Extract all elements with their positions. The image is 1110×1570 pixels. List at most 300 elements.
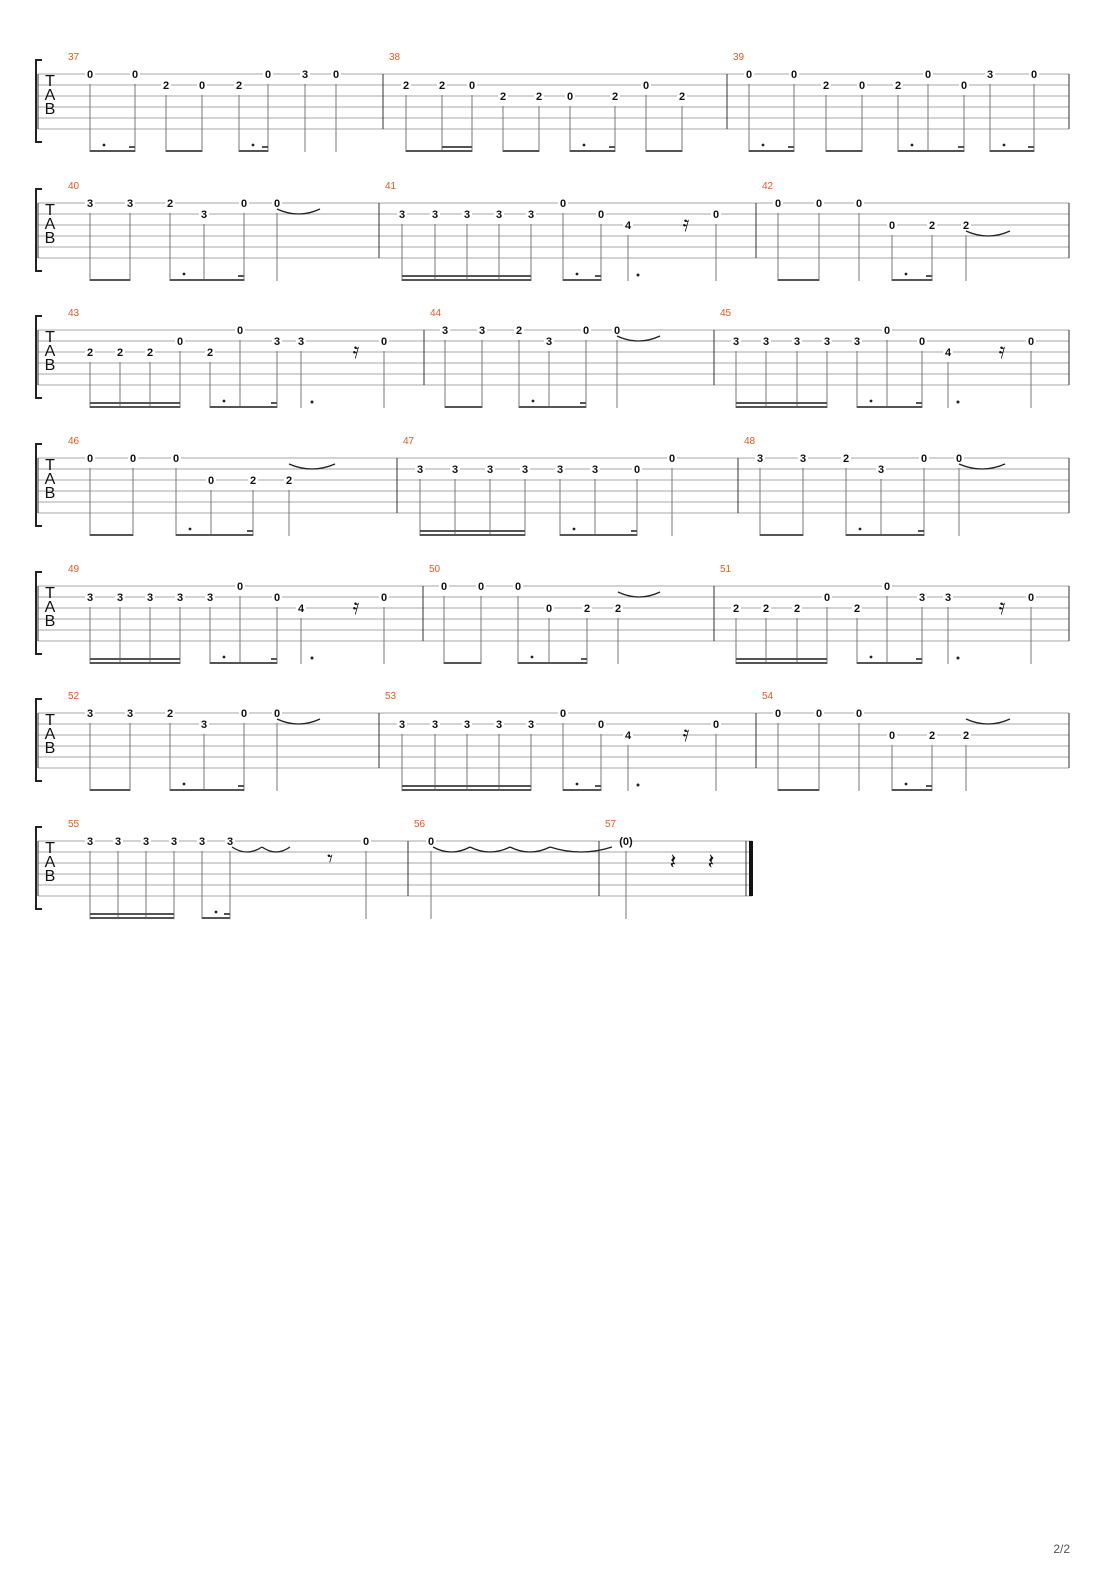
measure-number: 38 xyxy=(389,52,401,63)
fret-number: 2 xyxy=(249,475,257,487)
beam-partial xyxy=(595,785,601,787)
fret-number: 3 xyxy=(170,836,178,848)
beam-16th xyxy=(402,275,531,277)
beam xyxy=(570,150,615,152)
fret-number: 3 xyxy=(799,453,807,465)
measure-number: 55 xyxy=(68,819,80,830)
beam xyxy=(402,279,531,281)
tie-arc xyxy=(262,847,290,852)
beam xyxy=(749,150,794,152)
eighth-rest: 𝄾 xyxy=(327,847,333,872)
fret-number: 0 xyxy=(273,198,281,210)
fret-number: 0 xyxy=(86,453,94,465)
fret-number: 0 xyxy=(855,708,863,720)
sixteenth-rest: 𝄿 xyxy=(998,339,1006,364)
fret-number: 0 xyxy=(86,69,94,81)
beam-partial xyxy=(581,658,587,660)
dot xyxy=(905,273,908,276)
fret-number: 0 xyxy=(883,581,891,593)
fret-number: 0 xyxy=(236,581,244,593)
tab-clef-letter: T xyxy=(45,329,55,346)
measure-number: 45 xyxy=(720,308,732,319)
fret-number: 0 xyxy=(566,91,574,103)
beam-partial xyxy=(916,402,922,404)
fret-number: 0 xyxy=(633,464,641,476)
fret-number: 3 xyxy=(126,198,134,210)
dot xyxy=(637,274,640,277)
fret-number: 2 xyxy=(962,220,970,232)
fret-number: 3 xyxy=(944,592,952,604)
dot xyxy=(103,144,106,147)
fret-number: 3 xyxy=(527,719,535,731)
tie-arc xyxy=(232,847,262,852)
fret-number: 0 xyxy=(888,220,896,232)
fret-number: 0 xyxy=(712,719,720,731)
fret-number: 3 xyxy=(416,464,424,476)
beam xyxy=(563,279,601,281)
dot xyxy=(957,657,960,660)
fret-number: 4 xyxy=(624,730,632,742)
fret-number: 3 xyxy=(527,209,535,221)
fret-number: 0 xyxy=(815,708,823,720)
fret-number: 3 xyxy=(463,209,471,221)
fret-number: 2 xyxy=(162,80,170,92)
fret-number: 0 xyxy=(172,453,180,465)
dot xyxy=(183,783,186,786)
fret-number: 3 xyxy=(297,336,305,348)
system-bracket xyxy=(36,444,42,526)
tie-arc xyxy=(959,464,1005,469)
fret-number: 3 xyxy=(918,592,926,604)
fret-number: 3 xyxy=(86,592,94,604)
fret-number: 0 xyxy=(745,69,753,81)
measure-number: 52 xyxy=(68,691,80,702)
beam-partial xyxy=(129,146,135,148)
fret-number: 0 xyxy=(855,198,863,210)
fret-number: 2 xyxy=(535,91,543,103)
fret-number: 0 xyxy=(514,581,522,593)
beam-partial xyxy=(224,913,230,915)
fret-number: 3 xyxy=(441,325,449,337)
tie-arc xyxy=(966,719,1010,724)
beam xyxy=(90,534,133,536)
sixteenth-rest: 𝄿 xyxy=(998,595,1006,620)
beam xyxy=(736,662,827,664)
measure-number: 44 xyxy=(430,308,442,319)
system-bracket xyxy=(36,60,42,142)
beam xyxy=(176,534,253,536)
beam xyxy=(90,406,180,408)
measure-number: 37 xyxy=(68,52,80,63)
beam xyxy=(90,662,180,664)
beam-partial xyxy=(916,658,922,660)
beam-partial xyxy=(238,275,244,277)
beam xyxy=(90,150,135,152)
dot xyxy=(223,400,226,403)
tab-clef-letter: A xyxy=(44,471,56,488)
fret-number: 3 xyxy=(146,592,154,604)
beam xyxy=(518,662,587,664)
fret-number: 0 xyxy=(1027,592,1035,604)
fret-number: 2 xyxy=(515,325,523,337)
measure-number: 48 xyxy=(744,436,756,447)
beam xyxy=(166,150,202,152)
fret-number: 3 xyxy=(463,719,471,731)
fret-number: 0 xyxy=(131,69,139,81)
beam xyxy=(892,789,932,791)
dot xyxy=(311,657,314,660)
measure-number: 57 xyxy=(605,819,617,830)
dot xyxy=(576,783,579,786)
tab-clef-letter: B xyxy=(44,485,56,502)
fret-number: 0 xyxy=(582,325,590,337)
dot xyxy=(870,400,873,403)
system-bracket xyxy=(36,189,42,271)
sixteenth-rest: 𝄿 xyxy=(352,595,360,620)
fret-number: 3 xyxy=(793,336,801,348)
measure-number: 54 xyxy=(762,691,774,702)
tie-arc xyxy=(277,719,320,724)
fret-number: 2 xyxy=(116,347,124,359)
tab-clef-letter: B xyxy=(44,357,56,374)
fret-number: 2 xyxy=(962,730,970,742)
fret-number: 3 xyxy=(200,719,208,731)
beam-partial xyxy=(238,785,244,787)
beam-partial xyxy=(926,275,932,277)
tab-clef-letter: A xyxy=(44,854,56,871)
fret-number: 0 xyxy=(668,453,676,465)
beam xyxy=(406,150,472,152)
dot xyxy=(223,656,226,659)
measure-number: 50 xyxy=(429,564,441,575)
fret-number: 0 xyxy=(823,592,831,604)
tie-arc xyxy=(550,847,612,852)
fret-number: 0 xyxy=(858,80,866,92)
fret-number: 2 xyxy=(285,475,293,487)
beam xyxy=(420,534,525,536)
fret-number: 2 xyxy=(438,80,446,92)
fret-number: 0 xyxy=(264,69,272,81)
fret-number: 2 xyxy=(678,91,686,103)
beam-16th xyxy=(90,658,180,660)
measure-number: 46 xyxy=(68,436,80,447)
beam-partial xyxy=(262,146,268,148)
tab-clef-letter: T xyxy=(45,840,55,857)
beam-partial xyxy=(271,402,277,404)
fret-number: 3 xyxy=(86,708,94,720)
sixteenth-rest: 𝄿 xyxy=(352,339,360,364)
fret-number: 2 xyxy=(402,80,410,92)
fret-number: 3 xyxy=(478,325,486,337)
measure-number: 49 xyxy=(68,564,80,575)
fret-number: 0 xyxy=(815,198,823,210)
tie-arc xyxy=(618,592,660,597)
fret-number: 2 xyxy=(762,603,770,615)
beam-partial xyxy=(247,530,253,532)
tab-clef-letter: A xyxy=(44,599,56,616)
measure-number: 56 xyxy=(414,819,426,830)
fret-number: 0 xyxy=(240,198,248,210)
fret-number: 0 xyxy=(332,69,340,81)
tab-clef-letter: T xyxy=(45,73,55,90)
fret-number: 3 xyxy=(301,69,309,81)
dot xyxy=(576,273,579,276)
beam xyxy=(898,150,964,152)
fret-number: 3 xyxy=(398,209,406,221)
fret-number: 4 xyxy=(624,220,632,232)
beam xyxy=(826,150,862,152)
beam-partial xyxy=(958,146,964,148)
fret-number: 0 xyxy=(240,708,248,720)
fret-number: 0 xyxy=(642,80,650,92)
dot xyxy=(215,911,218,914)
tie-arc xyxy=(966,231,1010,236)
fret-number: 3 xyxy=(398,719,406,731)
beam-16th xyxy=(442,146,472,148)
sixteenth-rest: 𝄿 xyxy=(682,722,690,747)
beam xyxy=(736,406,827,408)
fret-number: 0 xyxy=(1030,69,1038,81)
beam xyxy=(90,789,130,791)
fret-number: 0 xyxy=(559,708,567,720)
fret-number: 3 xyxy=(986,69,994,81)
beam-16th xyxy=(420,530,525,532)
fret-number: 0 xyxy=(468,80,476,92)
beam-16th xyxy=(736,658,827,660)
beam xyxy=(239,150,268,152)
fret-number: 0 xyxy=(1027,336,1035,348)
fret-number: 0 xyxy=(545,603,553,615)
fret-number: 0 xyxy=(790,69,798,81)
fret-number: 0 xyxy=(273,592,281,604)
fret-number: 0 xyxy=(924,69,932,81)
beam xyxy=(402,789,531,791)
fret-number: 3 xyxy=(732,336,740,348)
measure-number: 53 xyxy=(385,691,397,702)
fret-number: 0 xyxy=(597,719,605,731)
tie-arc xyxy=(617,336,660,341)
fret-number: 0 xyxy=(207,475,215,487)
fret-number: 2 xyxy=(86,347,94,359)
fret-number: 3 xyxy=(200,209,208,221)
quarter-rest: 𝄽 xyxy=(669,850,677,875)
dot xyxy=(583,144,586,147)
fret-number: 3 xyxy=(114,836,122,848)
tab-clef-letter: T xyxy=(45,712,55,729)
beam xyxy=(857,662,922,664)
fret-number: 0 xyxy=(198,80,206,92)
fret-number: 2 xyxy=(894,80,902,92)
beam xyxy=(560,534,637,536)
final-bar-thick xyxy=(749,841,753,896)
tab-clef-letter: B xyxy=(44,868,56,885)
fret-number: 3 xyxy=(116,592,124,604)
fret-number: 3 xyxy=(86,198,94,210)
beam xyxy=(892,279,932,281)
fret-number: 2 xyxy=(614,603,622,615)
fret-number: 3 xyxy=(86,836,94,848)
measure-number: 40 xyxy=(68,181,80,192)
fret-number: 0 xyxy=(440,581,448,593)
dot xyxy=(183,273,186,276)
fret-number: 0 xyxy=(129,453,137,465)
beam-partial xyxy=(788,146,794,148)
beam xyxy=(210,662,277,664)
fret-number: 2 xyxy=(611,91,619,103)
fret-number: 2 xyxy=(206,347,214,359)
beam xyxy=(210,406,277,408)
beam xyxy=(90,917,174,919)
beam-16th xyxy=(90,913,174,915)
beam xyxy=(778,279,819,281)
fret-number: 0 xyxy=(559,198,567,210)
dot xyxy=(911,144,914,147)
fret-number: 0 xyxy=(362,836,370,848)
fret-number: 3 xyxy=(431,209,439,221)
beam xyxy=(202,917,230,919)
measure-number: 39 xyxy=(733,52,745,63)
fret-number: 0 xyxy=(712,209,720,221)
fret-number: 0 xyxy=(888,730,896,742)
beam xyxy=(857,406,922,408)
fret-number: 2 xyxy=(235,80,243,92)
fret-number: 3 xyxy=(126,708,134,720)
fret-number: 3 xyxy=(877,464,885,476)
fret-number: 0 xyxy=(883,325,891,337)
dot xyxy=(532,400,535,403)
fret-number: 2 xyxy=(732,603,740,615)
fret-number: 0 xyxy=(597,209,605,221)
measure-number: 41 xyxy=(385,181,397,192)
tie-arc xyxy=(289,464,335,469)
fret-number: 0 xyxy=(920,453,928,465)
fret-number: 2 xyxy=(822,80,830,92)
beam-partial xyxy=(918,530,924,532)
tie-arc xyxy=(470,847,510,852)
beam xyxy=(760,534,803,536)
beam-partial xyxy=(1028,146,1034,148)
beam-partial xyxy=(271,658,277,660)
fret-number: 0 xyxy=(477,581,485,593)
tab-clef-letter: T xyxy=(45,202,55,219)
fret-number: 2 xyxy=(166,198,174,210)
fret-number: 2 xyxy=(842,453,850,465)
tab-clef-letter: A xyxy=(44,343,56,360)
dot xyxy=(637,784,640,787)
beam xyxy=(170,279,244,281)
beam xyxy=(90,279,130,281)
tie-arc xyxy=(510,847,550,852)
tab-clef-letter: B xyxy=(44,230,56,247)
sixteenth-rest: 𝄿 xyxy=(682,212,690,237)
fret-number: 2 xyxy=(583,603,591,615)
fret-number: 3 xyxy=(273,336,281,348)
fret-number: 3 xyxy=(206,592,214,604)
system-bracket xyxy=(36,827,42,909)
tie-arc xyxy=(277,209,320,214)
tab-clef-letter: A xyxy=(44,87,56,104)
fret-number: 2 xyxy=(166,708,174,720)
fret-number: 0 xyxy=(774,708,782,720)
beam xyxy=(503,150,539,152)
dot xyxy=(1003,144,1006,147)
beam xyxy=(846,534,924,536)
fret-number: 2 xyxy=(928,730,936,742)
fret-number: 3 xyxy=(495,719,503,731)
beam xyxy=(990,150,1034,152)
fret-number: 0 xyxy=(960,80,968,92)
tie-arc xyxy=(433,847,470,852)
beam-partial xyxy=(580,402,586,404)
tab-clef-letter: B xyxy=(44,613,56,630)
fret-number: 0 xyxy=(918,336,926,348)
dot xyxy=(311,401,314,404)
tab-clef-letter: A xyxy=(44,216,56,233)
dot xyxy=(870,656,873,659)
dot xyxy=(957,401,960,404)
beam xyxy=(445,406,482,408)
fret-number: 2 xyxy=(146,347,154,359)
system-bracket xyxy=(36,699,42,781)
fret-number: 3 xyxy=(521,464,529,476)
fret-number: 0 xyxy=(613,325,621,337)
beam-16th xyxy=(736,402,827,404)
beam xyxy=(778,789,819,791)
beam xyxy=(563,789,601,791)
quarter-rest: 𝄽 xyxy=(707,850,715,875)
measure-number: 47 xyxy=(403,436,415,447)
system-bracket xyxy=(36,572,42,654)
tab-clef-letter: T xyxy=(45,457,55,474)
dot xyxy=(859,528,862,531)
system-bracket xyxy=(36,316,42,398)
beam-partial xyxy=(609,146,615,148)
fret-number: 3 xyxy=(431,719,439,731)
fret-number: 0 xyxy=(273,708,281,720)
fret-number: 3 xyxy=(556,464,564,476)
fret-number: 0 xyxy=(380,592,388,604)
fret-number: 0 xyxy=(176,336,184,348)
page-number: 2/2 xyxy=(1053,1542,1070,1556)
beam-partial xyxy=(595,275,601,277)
fret-number: 3 xyxy=(545,336,553,348)
beam xyxy=(444,662,481,664)
fret-number: 0 xyxy=(380,336,388,348)
beam-16th xyxy=(402,785,531,787)
fret-number: 4 xyxy=(944,347,952,359)
fret-number: 3 xyxy=(451,464,459,476)
measure-number: 43 xyxy=(68,308,80,319)
tab-clef-letter: B xyxy=(44,740,56,757)
fret-number: 0 xyxy=(955,453,963,465)
fret-number: 3 xyxy=(756,453,764,465)
fret-number: 3 xyxy=(495,209,503,221)
beam-partial xyxy=(926,785,932,787)
dot xyxy=(573,528,576,531)
dot xyxy=(252,144,255,147)
fret-number: 3 xyxy=(142,836,150,848)
fret-number: 2 xyxy=(853,603,861,615)
tab-clef-letter: B xyxy=(44,101,56,118)
fret-number: 3 xyxy=(198,836,206,848)
dot xyxy=(531,656,534,659)
fret-number: 3 xyxy=(176,592,184,604)
measure-number: 42 xyxy=(762,181,774,192)
measure-number: 51 xyxy=(720,564,732,575)
fret-number: 3 xyxy=(226,836,234,848)
fret-number: 3 xyxy=(762,336,770,348)
fret-number: 0 xyxy=(774,198,782,210)
